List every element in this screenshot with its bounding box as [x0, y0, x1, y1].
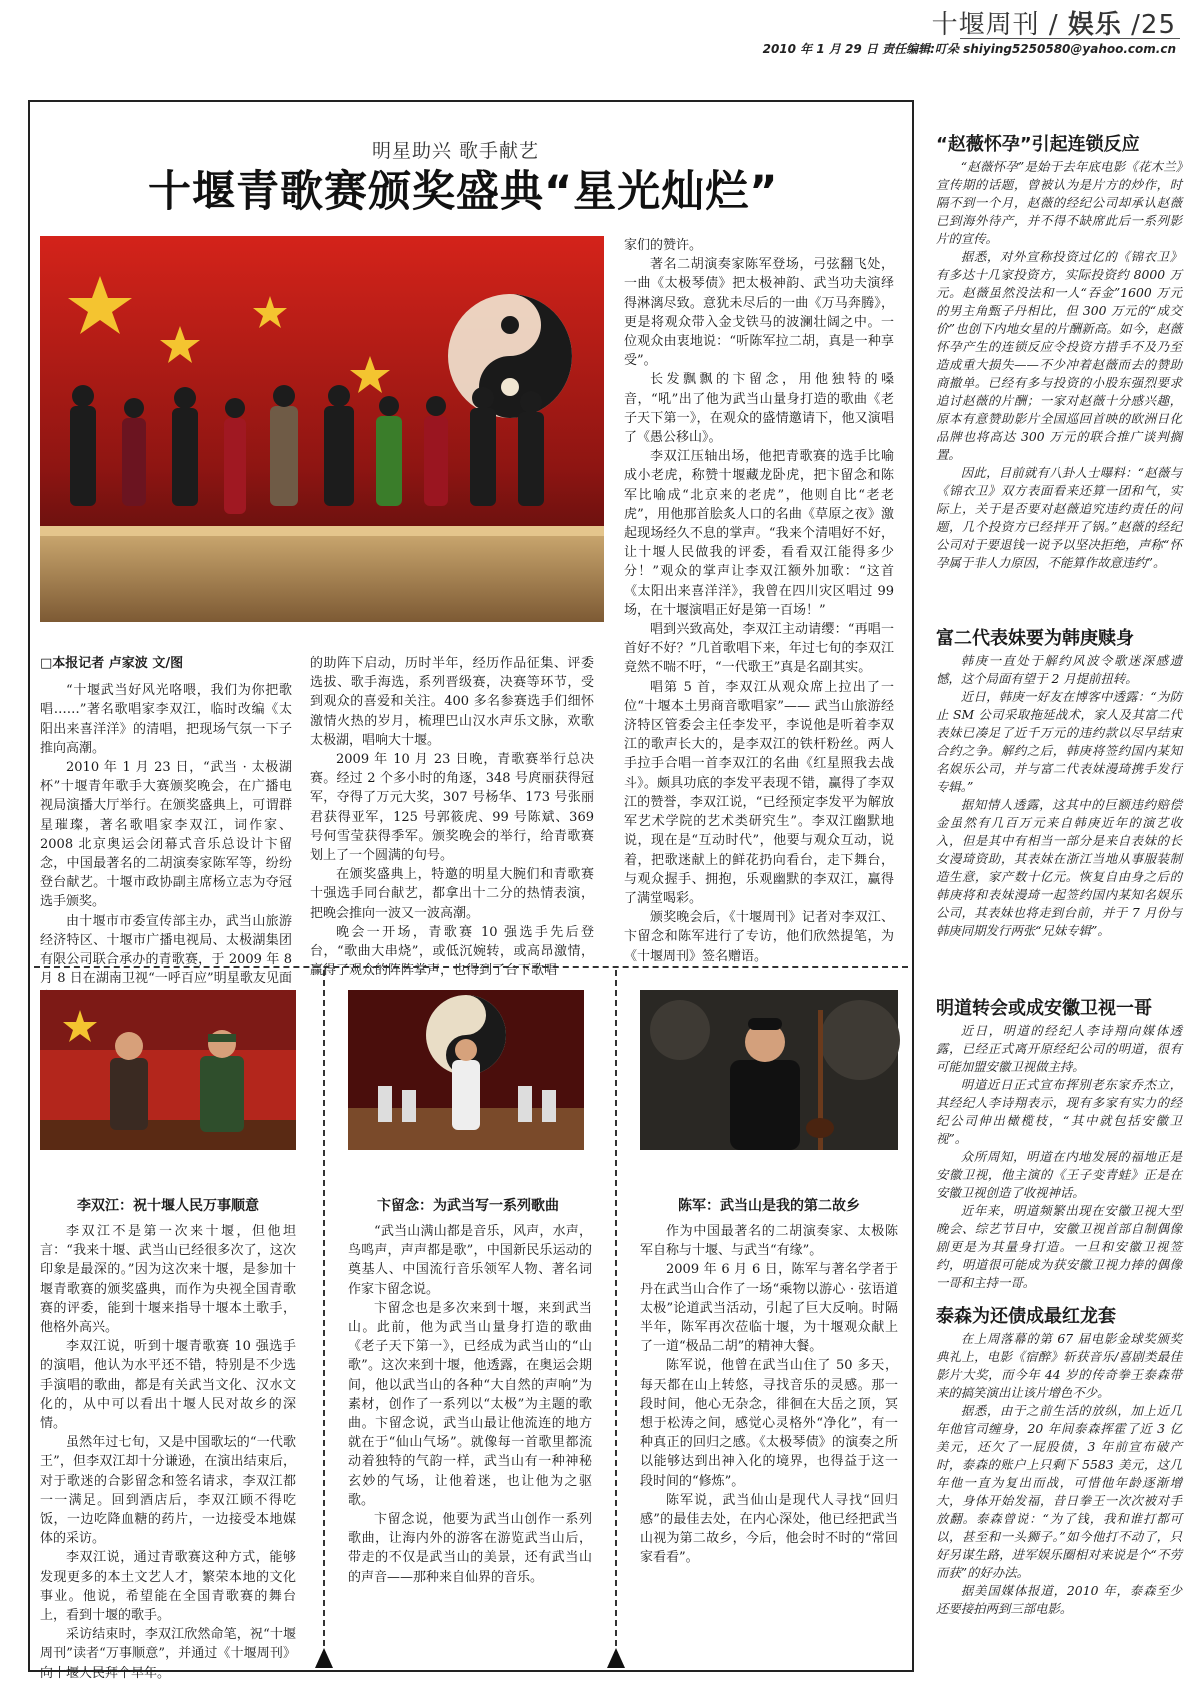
article-paragraph: 据悉，对外宣称投资过亿的《锦衣卫》有多达十几家投资方，实际投资约 8000 万元。赵薇虽然没法和一人“吞金”1600 万元的男主角甄子丹相比，但 300 万元的“成交价”也创下内地女星的片酬新高。如今，赵薇怀孕产生的连锁反应令投资方措手不及乃至造成重大损失——不少冲着赵薇而去的赞助商撤单。已经有多与投资的小股东强烈要求追讨赵薇的片酬；一家对赵薇十分感兴趣，原本有意赞助影片全国巡回首映的欧洲日化品牌也将高达 300 万元的联合推广谈判搁置。 [936, 249, 1182, 462]
article-paragraph: 明道近日正式宣布挥别老东家乔杰立，其经纪人李诗翔表示，现有多家有实力的经纪公司伸出橄榄枝，“其中就包括安徽卫视”。 [936, 1077, 1182, 1146]
article-paragraph: 著名二胡演奏家陈军登场，弓弦翻飞处，一曲《太极琴债》把太极神韵、武当功夫演绎得淋漓尽致。意犹未尽后的一曲《万马奔腾》，更是将观众带入金戈铁马的波澜壮阔之中。一位观众由衷地说：“听陈军拉二胡，真是一种享受”。 [624, 257, 894, 369]
masthead-section: 娱乐 [1067, 10, 1122, 40]
arrow-up-icon [607, 1648, 625, 1668]
article-paragraph: 李双江说，听到十堰青歌赛 10 强选手的演唱，他认为水平还不错，特别是不少选手演唱的歌曲，都是有关武当文化、汉水文化的，从中可以看出十堰人民对故乡的深情。 [40, 1339, 296, 1432]
article-kicker: 明星助兴 歌手献艺 [372, 140, 540, 162]
right-story-body [936, 1022, 1182, 1296]
duet-photo-illustration [40, 990, 296, 1150]
masthead-paper: 十堰周刊 [931, 10, 1040, 40]
article-paragraph: 在上周落幕的第 67 届电影金球奖颁奖典礼上，电影《宿醉》斩获音乐/喜剧类最佳影片大奖，而今年 44 岁的传奇拳王泰森带来的搞笑演出让该片增色不少。 [936, 1331, 1182, 1400]
main-stage-photo [40, 236, 604, 622]
article-paragraph: 因此，目前就有八卦人士曝料：“赵薇与《锦衣卫》双方表面看来还算一团和气，实际上，关于是否要对赵薇追究违约责任的问题，几个投资方已经拌开了锅。”赵薇的经纪公司对于要退钱一说予以坚决拒绝，声称“怀孕属于非人力原因，不能算作故意违约”。 [936, 465, 1182, 570]
right-story-body [936, 158, 1182, 608]
sidebar-column-chen [640, 1222, 898, 1654]
li-shuangjiang-photo [40, 990, 296, 1150]
article-paragraph: 由十堰市市委宣传部主办，武当山旅游经济特区、十堰市广播电视局、太极湖集团有限公司联合承办的青歌赛，于 2009 年 8 月 8 日在湖南卫视“一呼百应”明星歌友见面 [40, 913, 292, 987]
article-paragraph: 陈军说，武当仙山是现代人寻找“回归感”的最佳去处，在内心深处，他已经把武当山视为第二故乡，今后，他会时不时的“常回家看看”。 [640, 1492, 898, 1566]
article-paragraph: 据知情人透露，这其中的巨额违约赔偿金虽然有几百万元来自韩庚近年的演艺收入，但是其中有相当一部分是来自表妹的长女漫琦资助，其表妹在浙江当地从事服装制造生意，家产数十亿元。恢复自由身之后的韩庚将和表妹漫琦一起签约国内某知名娱乐公司，其表妹也将走到台前，并于 7 月份与韩庚同期发行两张“兄妹专辑”。 [936, 797, 1182, 938]
sidebar-column-li [40, 1222, 296, 1681]
article-paragraph: 虽然年过七旬，又是中国歌坛的“一代歌王”，但李双江却十分谦逊，在演出结束后，对于歌迷的合影留念和签名请求，李双江都一一满足。回到酒店后，李双江顾不得吃饭，一边吃降血糖的药片，一边接受本地媒体的采访。 [40, 1435, 296, 1547]
article-paragraph: “十堰武当好风光咯喂，我们为你把歌唱……”著名歌唱家李双江，临时改编《太阳出来喜洋洋》的清唱，把现场气氛一下子推向高潮。 [40, 683, 292, 756]
masthead-rule [960, 38, 1180, 39]
article-paragraph: 唱第 5 首，李双江从观众席上拉出了一位“十堰本土男商音歌唱家”—— 武当山旅游经济特区管委会主任李发平，李说他是听着李双江的歌声长大的，是李双江的铁杆粉丝。两人手拉手合唱一首李双江的名曲《红星照我去战斗》。颇具功底的李发平表现不错，赢得了李双江的赞誉，李双江说，“已经预定李发平为解放军艺术学院的艺术类研究生”。李双江幽默地说，现在是“互动时代”，他要与观众互动，说着，把歌迷献上的鲜花扔向看台，走下舞台，与观众握手、拥抱，乐观幽默的李双江，赢得了满堂喝彩。 [624, 679, 894, 906]
article-paragraph: 在颁奖盛典上，特邀的明星大腕们和青歌赛十强选手同台献艺，都拿出十二分的热情表演，把晚会推向一波又一波高潮。 [310, 867, 594, 921]
right-story-title: 泰森为还债成最红龙套 [936, 1306, 1116, 1327]
article-paragraph: 颁奖晚会后，《十堰周刊》记者对李双江、卞留念和陈军进行了专访，他们欣然提笔，为《十堰周刊》签名赠语。 [624, 910, 894, 964]
arrow-up-icon [315, 1648, 333, 1668]
masthead-info: 2010 年 1 月 29 日 责任编辑:叮朵 shiying5250580@yahoo.com.cn [762, 42, 1176, 56]
column-divider [323, 970, 325, 1646]
erhu-photo-illustration [640, 990, 898, 1150]
right-story-title: 明道转会或成安徽卫视一哥 [936, 998, 1152, 1019]
article-paragraph: 李双江压轴出场，他把青歌赛的选手比喻成小老虎，称赞十堰藏龙卧虎，把卞留念和陈军比喻成“北京来的老虎”，他则自比“老老虎”，用他那首脍炙人口的名曲《草原之夜》激起现场经久不息的掌声。“我来个清唱好不好，让十堰人民做我的评委，看看双江能得多少分！”观众的掌声让李双江额外加歌：“这首《太阳出来喜洋洋》，我曾在四川灾区唱过 99 场，在十堰演唱正好是第一百场！” [624, 449, 894, 618]
bian-liunian-photo [348, 990, 584, 1150]
article-paragraph: “武当山满山都是音乐，风声，水声，鸟鸣声，声声都是歌”，中国新民乐运动的奠基人、中国流行音乐领军人物、著名词作家卞留念说。 [348, 1224, 592, 1297]
article-byline: □本报记者 卢家波 文/图 [40, 656, 184, 671]
article-paragraph: 众所周知，明道在内地发展的福地正是安徽卫视，他主演的《王子变青蛙》正是在安徽卫视创造了收视神话。 [936, 1149, 1182, 1200]
article-paragraph: 近日，明道的经纪人李诗翔向媒体透露，已经正式离开原经纪公司的明道，很有可能加盟安徽卫视做主持。 [936, 1023, 1182, 1074]
sidebar-title-chen: 陈军：武当山是我的第二故乡 [678, 1198, 860, 1214]
stage-photo-illustration [40, 236, 604, 622]
singer-photo-illustration [348, 990, 584, 1150]
article-paragraph: 据美国媒体报道，2010 年，泰森至少还要接拍两到三部电影。 [936, 1583, 1182, 1616]
article-paragraph: 卞留念也是多次来到十堰，来到武当山。此前，他为武当山量身打造的歌曲《老子天下第一》，已经成为武当山的“山歌”。这次来到十堰，他透露，在奥运会期间，他以武当山的各种“大自然的声响”为素材，创作了一系列以“太极”为主题的歌曲。卞留念说，武当山最让他流连的地方就在于“仙山气场”。就像每一首歌里都流动着独特的气韵一样，武当山有一种神秘玄妙的气场，让他着迷，也让他为之驱歌。 [348, 1300, 592, 1508]
section-divider [34, 966, 908, 968]
article-paragraph: 长发飘飘的卞留念，用他独特的嗓音，“吼”出了他为武当山量身打造的歌曲《老子天下第一》，在观众的盛情邀请下，他又演唱了《愚公移山》。 [624, 372, 894, 446]
right-story-body [936, 1330, 1182, 1674]
right-story-title: 富二代表妹要为韩庚赎身 [936, 628, 1134, 649]
article-paragraph: 卞留念说，他要为武当山创作一系列歌曲，让海内外的游客在游览武当山后，带走的不仅是武当山的美景，还有武当山的声音——那种来自仙界的音乐。 [348, 1512, 592, 1585]
article-paragraph: 唱到兴致高处，李双江主动请缨：“再唱一首好不好？”几首歌唱下来，年过七旬的李双江竟然不喘不吁，“一代歌王”真是名副其实。 [624, 622, 894, 676]
article-column-2 [310, 654, 594, 979]
right-story-body [936, 652, 1182, 986]
sidebar-title-bian: 卞留念：为武当写一系列歌曲 [377, 1198, 559, 1214]
article-paragraph: 据悉，由于之前生活的放纵，加上近几年他官司缠身，20 年间泰森挥霍了近 3 亿美元，还欠了一屁股债，3 年前宣布破产时，泰森的账户上只剩下 5583 美元，这几年他一直为复出而战，可惜他年龄逐渐增大，身体开始发福，昔日拳王一次次被对手放翻。泰森曾说：“为了钱，我和谁打都可以，甚至和一头狮子。”如今他打不动了，只好另谋生路，进军娱乐圈相对来说是个“不劳而获”的好办法。 [936, 1403, 1182, 1580]
sidebar-title-li: 李双江：祝十堰人民万事顺意 [77, 1198, 259, 1214]
article-column-3 [624, 236, 894, 964]
article-paragraph: 的助阵下启动，历时半年，经历作品征集、评委选拔、歌手海选，系列晋级赛，决赛等环节，受到观众的喜爱和关注。400 多名参赛选手们细怀激情火热的岁月，梳理巴山汉水声乐文脉，欢歌太极湖，唱响大十堰。 [310, 656, 594, 748]
masthead-title [932, 4, 1176, 41]
article-paragraph: 晚会一开场，青歌赛 10 强选手先后登台，“歌曲大串烧”，或低沉婉转，或高昂激情，赢得了观众的阵阵掌声，也得到了台下歌唱 [310, 924, 594, 979]
article-headline: 十堰青歌赛颁奖盛典“星光灿烂” [148, 167, 779, 217]
column-divider [615, 970, 617, 1646]
article-column-1 [40, 654, 292, 987]
right-story-title: “赵薇怀孕”引起连锁反应 [936, 134, 1140, 155]
chen-jun-photo [640, 990, 898, 1150]
article-paragraph: 李双江说，通过青歌赛这种方式，能够发现更多的本土文艺人才，繁荣本地的文化事业。他说，希望能在全国青歌赛的舞台上，看到十堰的歌手。 [40, 1550, 296, 1624]
article-paragraph: 韩庚一直处于解约风波令歌迷深感遗憾，这个局面有望于 2 月提前扭转。 [936, 653, 1182, 686]
article-paragraph: 2009 年 6 月 6 日，陈军与著名学者于丹在武当山合作了一场“乘物以游心 · 弦语道太极”论道武当活动，引起了巨大反响。时隔半年，陈军再次莅临十堰，为十堰观众献上了一道“极品二胡”的精神大餐。 [640, 1262, 898, 1355]
article-paragraph: 近日，韩庚一好友在博客中透露：“为防止 SM 公司采取拖延战术，家人及其富二代表妹已凑足了近千万元的违约款以尽早结束合约之争。解约之后，韩庚将签约国内某知名娱乐公司，并与富二代表妹漫琦携手发行专辑。” [936, 689, 1182, 794]
masthead-page: /25 [1121, 10, 1176, 40]
article-paragraph: 2009 年 10 月 23 日晚，青歌赛举行总决赛。经过 2 个多小时的角逐，348 号庹丽获得冠军，夺得了万元大奖，307 号杨华、173 号张丽君获得亚军，125 号郭筱虎、99 号陈斌、369 号何雪莹获得季军。颁奖晚会的举行，给青歌赛划上了一个圆满的句号。 [310, 752, 594, 864]
masthead-slash: / [1039, 10, 1068, 40]
article-paragraph: 作为中国最著名的二胡演奏家、太极陈军自称与十堰、与武当“有缘”。 [640, 1224, 898, 1259]
article-paragraph: “赵薇怀孕”是始于去年底电影《花木兰》宣传期的话题，曾被认为是片方的炒作，时隔不到一个月，赵薇的经纪公司却承认赵薇已到海外待产，并不得不缺席此后一系列影片的宣传。 [936, 159, 1182, 246]
article-paragraph: 近年来，明道频繁出现在安徽卫视大型晚会、综艺节目中，安徽卫视首部自制偶像剧更是为其量身打造。一旦和安徽卫视签约，明道很可能成为获安徽卫视力捧的偶像一哥和主持一哥。 [936, 1203, 1182, 1290]
sidebar-column-bian [348, 1222, 592, 1654]
article-paragraph: 李双江不是第一次来十堰，但他坦言：“我来十堰、武当山已经很多次了，这次印象是最深的。”因为这次来十堰，是参加十堰青歌赛的颁奖盛典，而作为央视全国青歌赛的评委，能到十堰来指导十堰本土歌手，他格外高兴。 [40, 1224, 296, 1336]
article-paragraph: 2010 年 1 月 23 日，“武当 · 太极湖杯”十堰青年歌手大赛颁奖晚会，在广播电视局演播大厅举行。在颁奖盛典上，可谓群星璀璨，著名歌唱家李双江，词作家、2008 北京奥运会闭幕式音乐总设计卞留念，中国最著名的二胡演奏家陈军等，纷纷登台献艺。十堰市政协副主席杨立志为夺冠选手颁奖。 [40, 760, 292, 910]
article-paragraph: 陈军说，他曾在武当山住了 50 多天，每天都在山上转悠，寻找音乐的灵感。那一段时间，他心无杂念，徘徊在大岳之顶，冥想于松涛之间，感觉心灵格外“净化”，有一种真正的回归之感。《太极琴债》的演奏之所以能够达到出神入化的境界，也得益于这一段时间的“修炼”。 [640, 1358, 898, 1489]
article-paragraph: 家们的赞许。 [624, 238, 703, 253]
article-paragraph: 采访结束时，李双江欣然命笔，祝“十堰周刊”读者“万事顺意”，并通过《十堰周刊》向十堰人民拜个早年。 [40, 1627, 296, 1681]
